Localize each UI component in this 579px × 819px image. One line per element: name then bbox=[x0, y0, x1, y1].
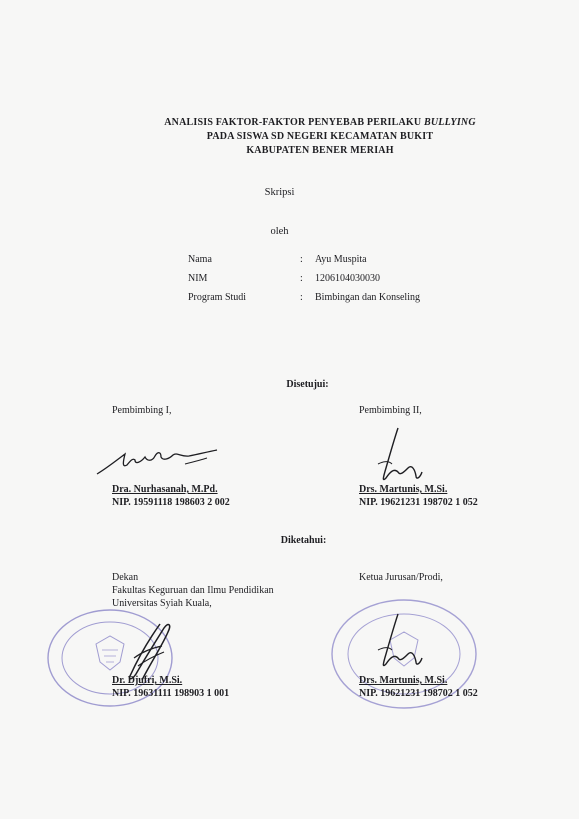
head-signature bbox=[370, 612, 430, 672]
supervisor1-name: Dra. Nurhasanah, M.Pd. bbox=[112, 484, 218, 495]
supervisor1-role: Pembimbing I, bbox=[112, 405, 172, 416]
title-line-1: ANALISIS FAKTOR-FAKTOR PENYEBAB PERILAKU BULLYING bbox=[164, 117, 476, 128]
by-label: oleh bbox=[270, 226, 289, 237]
head-nip: NIP. 19621231 198702 1 052 bbox=[359, 688, 478, 699]
identity-value: Bimbingan dan Konseling bbox=[315, 292, 420, 303]
dean-name: Dr. Djufri, M.Si. bbox=[112, 675, 183, 686]
identity-value: 1206104030030 bbox=[315, 273, 380, 284]
identity-label: Nama bbox=[188, 254, 212, 265]
dean-role-line1: Dekan bbox=[112, 572, 139, 583]
identity-colon: : bbox=[300, 292, 303, 303]
supervisor2-nip: NIP. 19621231 198702 1 052 bbox=[359, 497, 478, 508]
document-type: Skripsi bbox=[264, 187, 295, 198]
thesis-title bbox=[60, 116, 579, 158]
supervisor1-signature bbox=[95, 438, 225, 483]
identity-colon: : bbox=[300, 273, 303, 284]
dean-role-line3: Universitas Syiah Kuala, bbox=[112, 598, 212, 609]
acknowledgement-heading: Diketahui: bbox=[280, 535, 327, 546]
dean-role-line2: Fakultas Keguruan dan Ilmu Pendidikan bbox=[112, 585, 274, 596]
approval-heading: Disetujui: bbox=[286, 379, 329, 390]
supervisor2-name: Drs. Martunis, M.Si. bbox=[359, 484, 448, 495]
identity-label: NIM bbox=[188, 273, 208, 284]
identity-label: Program Studi bbox=[188, 292, 247, 303]
title-line-2: PADA SISWA SD NEGERI KECAMATAN BUKIT bbox=[206, 131, 434, 142]
supervisor2-signature bbox=[370, 426, 430, 486]
identity-colon: : bbox=[300, 254, 303, 265]
head-role: Ketua Jurusan/Prodi, bbox=[359, 572, 443, 583]
title-line-3: KABUPATEN BENER MERIAH bbox=[246, 145, 394, 156]
dean-nip: NIP. 19631111 198903 1 001 bbox=[112, 688, 230, 699]
supervisor2-role: Pembimbing II, bbox=[359, 405, 422, 416]
identity-value: Ayu Muspita bbox=[315, 254, 367, 265]
head-name: Drs. Martunis, M.Si. bbox=[359, 675, 448, 686]
supervisor1-nip: NIP. 19591118 198603 2 002 bbox=[112, 497, 230, 508]
